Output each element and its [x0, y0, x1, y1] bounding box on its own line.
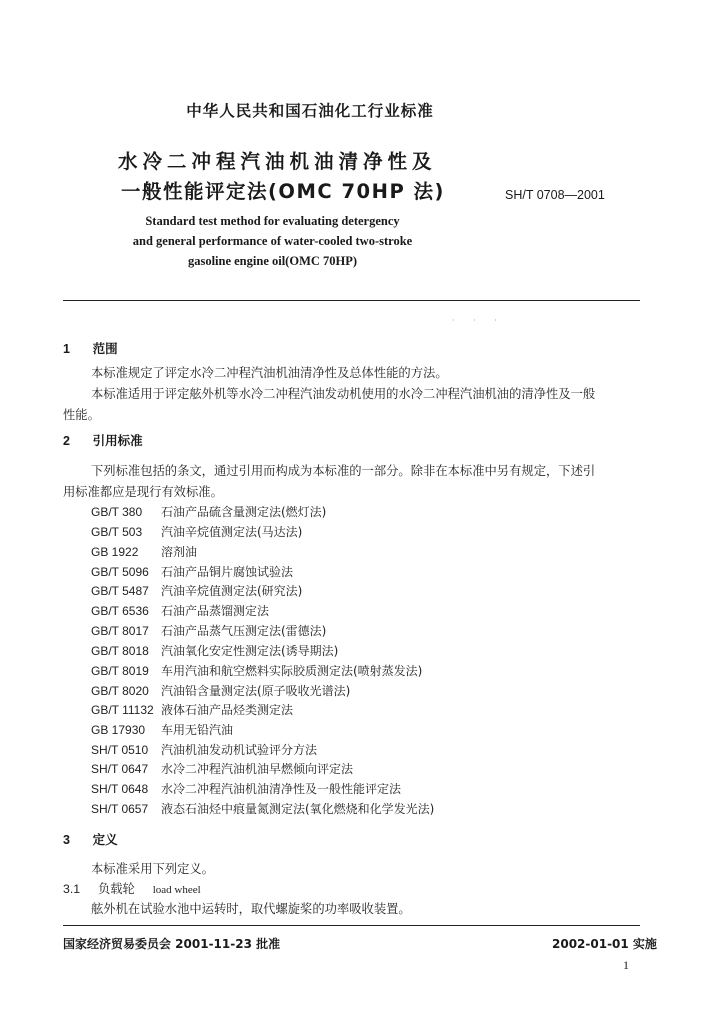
section-1-paragraph-1: 本标准规定了评定水冷二冲程汽油机油清净性及总体性能的方法。	[91, 366, 448, 380]
reference-item: GB/T 8020 汽油铅含量测定法(原子吸收光谱法)	[91, 684, 351, 698]
section-1-paragraph-2-cont: 性能。	[63, 408, 100, 422]
footer-divider	[63, 925, 640, 926]
section-2-title: 引用标准	[92, 433, 143, 448]
header-divider	[63, 300, 640, 301]
definition-number: 3.1	[63, 882, 81, 896]
definition-term-en: load wheel	[152, 884, 201, 896]
section-1-paragraph-2: 本标准适用于评定舷外机等水冷二冲程汽油发动机使用的水冷二冲程汽油机油的清净性及一般	[91, 387, 596, 401]
english-title-line-1: Standard test method for evaluating detergency	[145, 214, 400, 228]
section-1-title: 范围	[92, 341, 118, 356]
section-2-number: 2	[63, 434, 70, 448]
reference-item: GB/T 8017 石油产品蒸气压测定法(雷德法)	[91, 624, 327, 638]
reference-item: SH/T 0648 水冷二冲程汽油机油清净性及一般性能评定法	[91, 782, 402, 796]
title-line-2: 一般性能评定法(OMC 70HP 法)	[121, 180, 445, 203]
scan-specks: · · ·	[452, 316, 505, 325]
section-3-title: 定义	[92, 832, 118, 847]
reference-item: GB/T 8018 汽油氧化安定性测定法(诱导期法)	[91, 644, 339, 658]
reference-item: GB/T 11132 液体石油产品烃类测定法	[91, 703, 294, 717]
section-2-paragraph: 下列标准包括的条文，通过引用而构成为本标准的一部分。除非在本标准中另有规定，下述引	[91, 464, 596, 478]
reference-item: GB 1922 溶剂油	[91, 545, 198, 559]
reference-item: GB 17930 车用无铅汽油	[91, 723, 234, 737]
title-line-1: 水冷二冲程汽油机油清净性及	[118, 150, 437, 173]
definition-3-1-text: 舷外机在试验水池中运转时，取代螺旋桨的功率吸收装置。	[91, 902, 411, 916]
page-number: 1	[623, 958, 629, 972]
section-1-number: 1	[63, 342, 70, 356]
section-2-paragraph-cont: 用标准都应是现行有效标准。	[63, 485, 223, 499]
reference-item: SH/T 0510 汽油机油发动机试验评分方法	[91, 743, 318, 757]
section-1-heading	[63, 339, 118, 357]
english-title-line-2: and general performance of water-cooled two-stroke	[132, 234, 413, 248]
standard-number: SH/T 0708—2001	[505, 188, 605, 202]
reference-item: SH/T 0657 液态石油烃中痕量氮测定法(氧化燃烧和化学发光法)	[91, 802, 435, 816]
reference-item: GB/T 503 汽油辛烷值测定法(马达法)	[91, 525, 303, 539]
reference-item: GB/T 8019 车用汽油和航空燃料实际胶质测定法(喷射蒸发法)	[91, 664, 423, 678]
reference-item: GB/T 6536 石油产品蒸馏测定法	[91, 604, 270, 618]
reference-item: GB/T 5096 石油产品铜片腐蚀试验法	[91, 565, 294, 579]
reference-item: GB/T 380 石油产品硫含量测定法(燃灯法)	[91, 505, 327, 519]
definition-term-cn: 负载轮	[97, 882, 135, 896]
english-title-line-3: gasoline engine oil(OMC 70HP)	[187, 254, 358, 268]
approval-line: 国家经济贸易委员会 2001-11-23 批准	[63, 937, 281, 951]
reference-item: GB/T 5487 汽油辛烷值测定法(研究法)	[91, 584, 303, 598]
reference-item: SH/T 0647 水冷二冲程汽油机油早燃倾向评定法	[91, 762, 354, 776]
section-2-heading	[63, 431, 143, 449]
section-3-heading	[63, 830, 118, 848]
section-3-intro: 本标准采用下列定义。	[91, 862, 214, 876]
definition-3-1	[63, 879, 201, 897]
issuing-authority: 中华人民共和国石油化工行业标准	[186, 102, 434, 120]
section-3-number: 3	[63, 833, 70, 847]
implementation-date: 2002-01-01 实施	[552, 937, 657, 951]
